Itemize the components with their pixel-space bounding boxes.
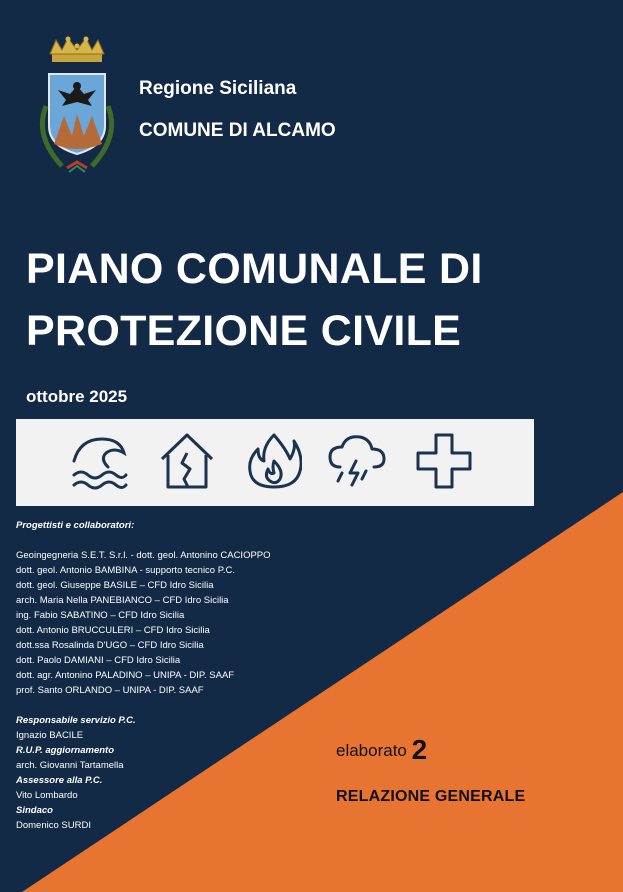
publication-date: ottobre 2025 bbox=[26, 387, 128, 406]
credit-line: dott. Paolo DAMIANI – CFD Idro Sicilia bbox=[16, 655, 181, 666]
role-holder: Ignazio BACILE bbox=[16, 730, 84, 741]
credit-line: Geoingegneria S.E.T. S.r.l. - dott. geol. Antonino CACIOPPO bbox=[16, 550, 271, 561]
elaborato-subtitle: RELAZIONE GENERALE bbox=[336, 788, 526, 805]
elaborato-number: 2 bbox=[411, 734, 428, 765]
credit-line: prof. Santo ORLANDO – UNIPA - DIP. SAAF bbox=[16, 685, 204, 696]
credit-line: arch. Maria Nella PANEBIANCO – CFD Idro Sicilia bbox=[16, 595, 229, 606]
damaged-house-icon bbox=[158, 431, 216, 491]
elaborato-text: elaborato bbox=[336, 741, 407, 760]
role-title: Responsabile servizio P.C. bbox=[16, 715, 136, 726]
cross-icon bbox=[414, 431, 474, 491]
role-holder: arch. Giovanni Tartamella bbox=[16, 760, 124, 771]
credit-line: ing. Fabio SABATINO – CFD Idro Sicilia bbox=[16, 610, 185, 621]
document-title bbox=[26, 238, 483, 362]
role-holder: Domenico SURDI bbox=[16, 820, 91, 831]
fire-icon bbox=[246, 431, 302, 491]
comune-name: COMUNE DI ALCAMO bbox=[139, 120, 336, 141]
credit-line: dott. agr. Antonino PALADINO – UNIPA - DIP. SAAF bbox=[16, 670, 235, 681]
credit-line: dott. geol. Antonio BAMBINA - supporto tecnico P.C. bbox=[16, 565, 235, 576]
crown-icon bbox=[50, 37, 104, 63]
role-holder: Vito Lombardo bbox=[16, 790, 78, 801]
credit-line: dott. geol. Giuseppe BASILE – CFD Idro Sicilia bbox=[16, 580, 214, 591]
region-name: Regione Siciliana bbox=[139, 78, 297, 99]
credits-heading: Progettisti e collaboratori: bbox=[16, 520, 135, 531]
credit-line: dott.ssa Rosalinda D'UGO – CFD Idro Sicilia bbox=[16, 640, 204, 651]
storm-cloud-icon bbox=[326, 431, 388, 491]
role-title: R.U.P. aggiornamento bbox=[16, 745, 115, 756]
credits-block bbox=[16, 518, 271, 833]
elaborato-label bbox=[336, 734, 427, 766]
municipal-crest-icon bbox=[22, 36, 132, 186]
role-title: Sindaco bbox=[16, 805, 53, 816]
wave-icon bbox=[70, 431, 130, 491]
title-line-2: PROTEZIONE CIVILE bbox=[26, 307, 462, 355]
hazard-icon-bar bbox=[16, 419, 534, 506]
role-title: Assessore alla P.C. bbox=[16, 775, 103, 786]
credit-line: dott. Antonio BRUCCULERI – CFD Idro Sicilia bbox=[16, 625, 210, 636]
title-line-1: PIANO COMUNALE DI bbox=[26, 245, 483, 293]
